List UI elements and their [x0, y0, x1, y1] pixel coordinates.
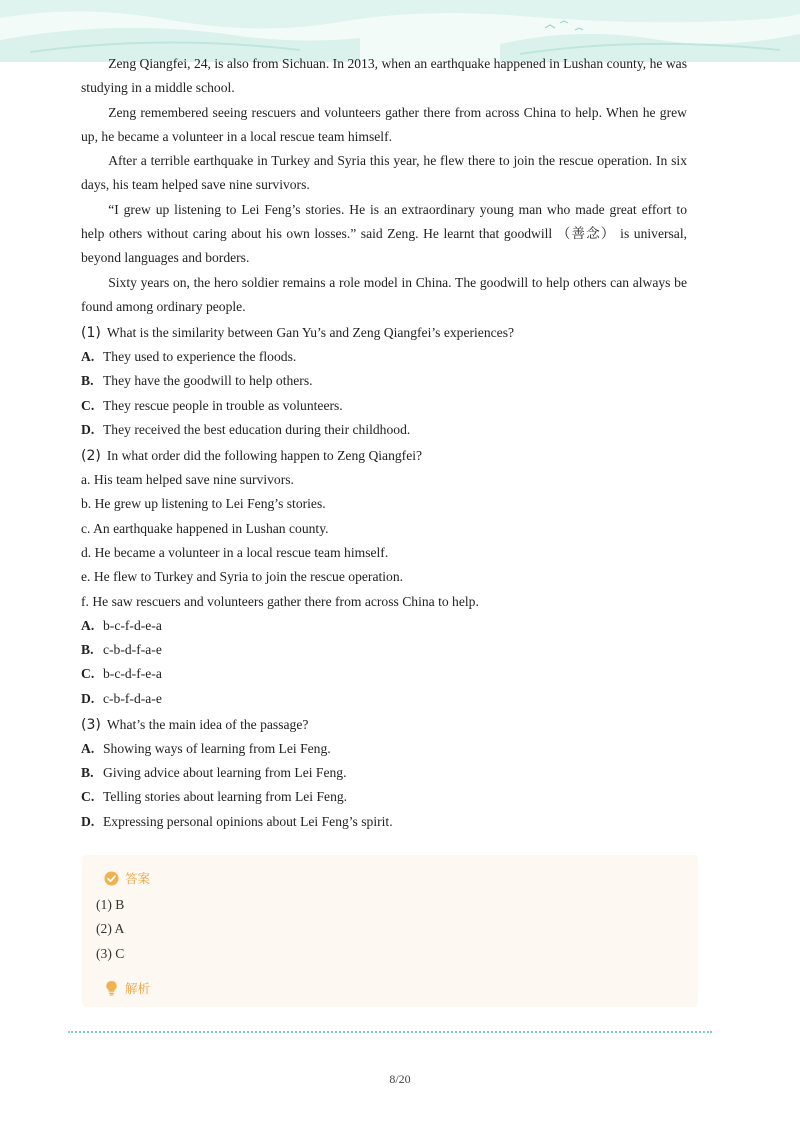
option-a[interactable] — [81, 737, 687, 761]
passage-paragraph: Zeng remembered seeing rescuers and volunteers gather there from across China to help. When he grew up, he became a volunteer in a local rescue team himself. — [81, 104, 687, 144]
question-stem — [81, 321, 687, 345]
section-divider — [68, 1031, 712, 1033]
sequence-item: a. His team helped save nine survivors. — [81, 472, 294, 488]
sequence-item: c. An earthquake happened in Lushan county. — [81, 520, 329, 536]
option-text: They rescue people in trouble as volunteers. — [103, 397, 343, 413]
question-number: (2) — [81, 448, 101, 465]
option-text: They received the best education during their childhood. — [103, 421, 411, 437]
option-text: Expressing personal opinions about Lei Feng’s spirit. — [103, 813, 393, 829]
lightbulb-icon — [104, 980, 119, 996]
answer-line: (1) B — [96, 897, 125, 912]
option-letter: C. — [81, 666, 95, 682]
option-letter: A. — [81, 349, 95, 365]
option-text: b-c-d-f-e-a — [103, 666, 162, 682]
sequence-item: f. He saw rescuers and volunteers gather there from across China to help. — [81, 593, 479, 609]
check-circle-icon — [104, 871, 119, 886]
option-b[interactable] — [81, 761, 687, 785]
option-letter: D. — [81, 421, 95, 437]
option-d[interactable] — [81, 687, 687, 711]
answer-line: (3) C — [96, 945, 125, 961]
answer-label-text: 答案 — [125, 871, 151, 886]
answer-panel — [82, 855, 698, 1007]
passage-paragraph: “I grew up listening to Lei Feng’s stories. He is an extraordinary young man who made great effort to help others without caring about his own losses.” said Zeng. He learnt that goodwill （善念） is universal, beyond languages and borders. — [81, 201, 687, 266]
sequence-item: d. He became a volunteer in a local rescue team himself. — [81, 544, 389, 560]
option-a[interactable] — [81, 345, 687, 369]
option-letter: B. — [81, 373, 94, 389]
question-stem — [81, 713, 687, 737]
document-body — [81, 52, 687, 834]
passage-paragraph: After a terrible earthquake in Turkey and Syria this year, he flew there to join the rescue operation. In six days, his team helped save nine survivors. — [81, 153, 687, 193]
option-text: They used to experience the floods. — [103, 349, 297, 365]
option-letter: C. — [81, 397, 95, 413]
sequence-item: e. He flew to Turkey and Syria to join the rescue operation. — [81, 569, 404, 585]
option-c[interactable] — [81, 662, 687, 686]
question-text: What’s the main idea of the passage? — [106, 717, 309, 733]
option-letter: B. — [81, 765, 94, 781]
option-letter: B. — [81, 642, 94, 658]
option-a[interactable] — [81, 614, 687, 638]
option-letter: C. — [81, 789, 95, 805]
passage-paragraph: Zeng Qiangfei, 24, is also from Sichuan. In 2013, when an earthquake happened in Lushan county, he was studying in a middle school. — [81, 56, 687, 96]
answer-line: (2) A — [96, 921, 125, 937]
option-text: Telling stories about learning from Lei Feng. — [103, 789, 348, 805]
page-number: 8/20 — [389, 1072, 411, 1086]
option-text: c-b-d-f-a-e — [103, 642, 162, 658]
option-text: Giving advice about learning from Lei Feng. — [103, 765, 347, 781]
option-text: They have the goodwill to help others. — [103, 373, 313, 389]
question-text: In what order did the following happen to Zeng Qiangfei? — [106, 448, 423, 464]
question-3 — [81, 713, 687, 834]
option-letter: A. — [81, 617, 95, 633]
option-c[interactable] — [81, 785, 687, 809]
question-2 — [81, 444, 687, 711]
question-stem — [81, 444, 687, 468]
option-c[interactable] — [81, 394, 687, 418]
question-number: (1) — [81, 325, 101, 342]
option-letter: A. — [81, 740, 95, 756]
option-d[interactable] — [81, 810, 687, 834]
option-d[interactable] — [81, 418, 687, 442]
option-text: c-b-f-d-a-e — [103, 690, 162, 706]
analysis-label[interactable] — [104, 979, 150, 997]
question-text: What is the similarity between Gan Yu’s and Zeng Qiangfei’s experiences? — [106, 325, 515, 341]
option-letter: D. — [81, 813, 95, 829]
option-b[interactable] — [81, 638, 687, 662]
question-number: (3) — [81, 717, 101, 734]
option-text: Showing ways of learning from Lei Feng. — [103, 740, 331, 756]
option-letter: D. — [81, 690, 95, 706]
option-b[interactable] — [81, 369, 687, 393]
option-text: b-c-f-d-e-a — [103, 617, 162, 633]
answer-label — [104, 869, 150, 887]
passage-paragraph: Sixty years on, the hero soldier remains a role model in China. The goodwill to help others can always be found among ordinary people. — [81, 274, 687, 314]
sequence-item: b. He grew up listening to Lei Feng’s stories. — [81, 496, 326, 512]
answer-list — [96, 893, 124, 966]
analysis-label-text: 解析 — [125, 981, 151, 996]
question-1 — [81, 321, 687, 442]
